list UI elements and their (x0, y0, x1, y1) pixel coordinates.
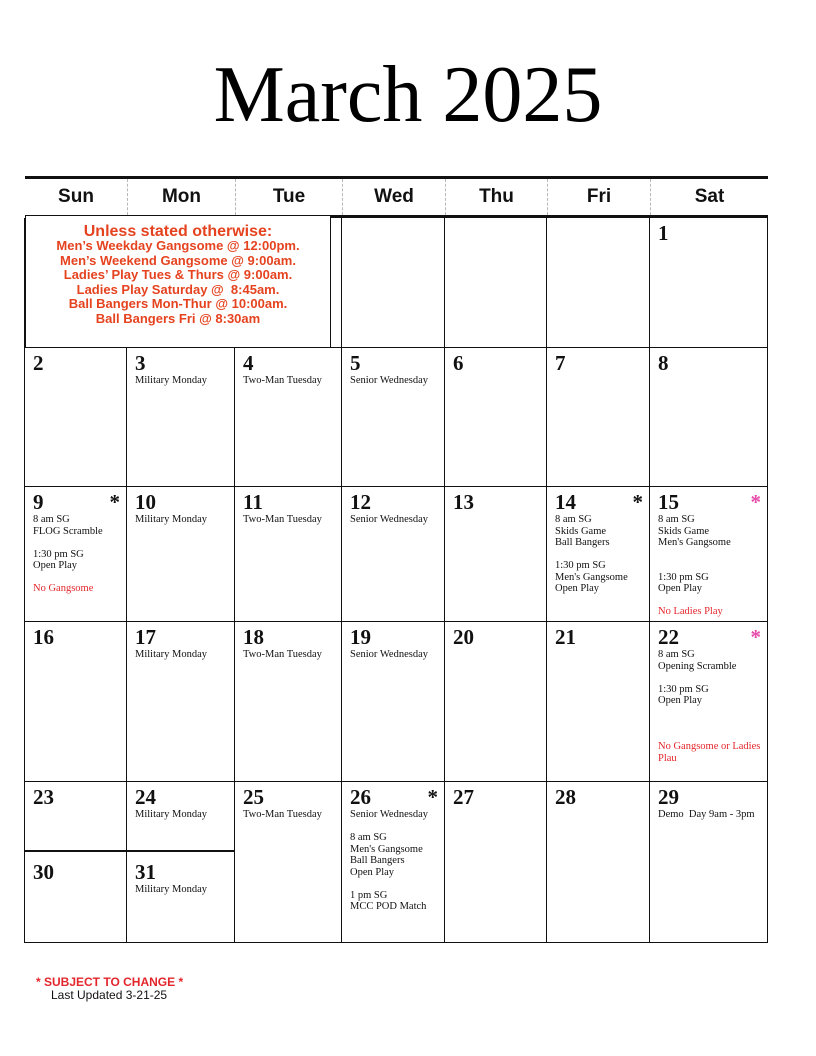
day-cell-2 (25, 348, 127, 487)
weekday-tue: Tue (235, 179, 342, 215)
event-line: Military Monday (135, 884, 208, 895)
day-number: 22 (658, 625, 679, 649)
event-line: Military Monday (135, 375, 208, 386)
day-cell-22 (650, 622, 768, 782)
event-line: 8 am SG (658, 649, 695, 660)
alert-note: No Gangsome (33, 583, 94, 594)
day-cell-24-31 (127, 782, 235, 943)
event-line: Ball Bangers (350, 855, 405, 866)
event-line: 8 am SG (555, 514, 592, 525)
day-number: 29 (658, 785, 679, 809)
day-cell-28 (547, 782, 650, 943)
event-line: Two-Man Tuesday (243, 514, 322, 525)
event-line: Senior Wednesday (350, 514, 428, 525)
day-number: 14 (555, 490, 576, 514)
asterisk-marker: * (109, 490, 120, 514)
day-number: 13 (453, 490, 474, 514)
day-cell-9 (25, 487, 127, 622)
weekday-sun: Sun (58, 186, 94, 207)
event-line: 8 am SG (658, 514, 695, 525)
event-line: 8 am SG (33, 514, 70, 525)
notice-line: Men’s Weekend Gangsome @ 9:00am. (60, 252, 296, 268)
day-cell-3 (127, 348, 235, 487)
alert-note: No Gangsome or Ladies Plau (658, 741, 761, 764)
day-number: 15 (658, 490, 679, 514)
weekday-header (25, 176, 768, 218)
day-number: 30 (33, 860, 54, 884)
event-line: FLOG Scramble (33, 525, 103, 537)
day-cell-30 (25, 852, 126, 884)
day-cell-27 (445, 782, 547, 943)
day-number: 25 (243, 785, 264, 809)
day-cell-11 (235, 487, 342, 622)
notice-line: Ladies Play Saturday @ 8:45am. (76, 281, 280, 297)
day-number: 27 (453, 785, 474, 809)
schedule-notice-box (25, 215, 331, 348)
day-number: 20 (453, 625, 474, 649)
asterisk-marker: * (750, 625, 761, 649)
day-number: 21 (555, 625, 576, 649)
subject-to-change-disclaimer: * SUBJECT TO CHANGE * (36, 975, 184, 989)
event-line: Senior Wednesday (350, 649, 428, 660)
day-number: 3 (135, 351, 146, 375)
day-cell-19 (342, 622, 445, 782)
event-line: Demo Day 9am - 3pm (658, 809, 755, 820)
event-line: Men's Gangsome (555, 571, 628, 583)
last-updated-text: Last Updated 3-21-25 (51, 988, 168, 1002)
day-number: 5 (350, 351, 361, 375)
day-number: 12 (350, 490, 371, 514)
day-number: 2 (33, 351, 44, 375)
event-line: 8 am SG (350, 832, 387, 843)
day-number: 24 (135, 785, 156, 809)
day-cell-23 (25, 782, 126, 852)
event-line: Senior Wednesday (350, 375, 428, 386)
event-line: Open Play (555, 583, 600, 594)
weekday-fri: Fri (547, 179, 650, 215)
event-line: Open Play (658, 695, 703, 706)
event-line: 1:30 pm SG (33, 548, 84, 560)
day-number: 1 (658, 221, 669, 245)
day-cell-18 (235, 622, 342, 782)
day-cell-24 (127, 782, 234, 852)
day-cell-7 (547, 348, 650, 487)
asterisk-marker: * (632, 490, 643, 514)
event-line: Men's Gangsome (658, 537, 731, 548)
notice-line: Ball Bangers Fri @ 8:30am (95, 310, 261, 326)
day-number: 4 (243, 351, 254, 375)
day-cell-25 (235, 782, 342, 943)
day-number: 7 (555, 351, 566, 375)
day-cell-17 (127, 622, 235, 782)
day-cell-blank (342, 218, 445, 348)
day-cell-29 (650, 782, 768, 943)
event-line: Two-Man Tuesday (243, 649, 322, 660)
day-cell-12 (342, 487, 445, 622)
day-number: 19 (350, 625, 371, 649)
asterisk-marker: * (427, 785, 438, 809)
day-cell-4 (235, 348, 342, 487)
alert-note: No Ladies Play (658, 606, 723, 617)
page-title: March 2025 (213, 51, 603, 139)
event-line: Open Play (350, 866, 395, 878)
day-cell-23-30 (25, 782, 127, 943)
event-line: Military Monday (135, 514, 208, 525)
day-number: 16 (33, 625, 54, 649)
notice-heading: Unless stated otherwise: (83, 223, 273, 240)
day-number: 26 (350, 785, 371, 809)
day-number: 28 (555, 785, 576, 809)
day-cell-13 (445, 487, 547, 622)
notice-line: Ball Bangers Mon-Thur @ 10:00am. (68, 296, 288, 311)
event-line: Two-Man Tuesday (243, 809, 322, 820)
day-number: 18 (243, 625, 264, 649)
weekday-thu: Thu (445, 179, 547, 215)
event-line: Opening Scramble (658, 660, 737, 672)
event-line: Open Play (33, 560, 78, 571)
day-cell-14 (547, 487, 650, 622)
day-cell-1 (650, 218, 768, 348)
notice-line: Men’s Weekday Gangsome @ 12:00pm. (56, 238, 300, 253)
day-cell-5 (342, 348, 445, 487)
asterisk-marker: * (750, 490, 761, 514)
day-cell-10 (127, 487, 235, 622)
event-line: Ball Bangers (555, 537, 610, 548)
day-number: 23 (33, 785, 54, 809)
event-line: Skids Game (658, 525, 710, 537)
day-number: 6 (453, 351, 464, 375)
day-cell-16 (25, 622, 127, 782)
weekday-sat: Sat (650, 179, 768, 215)
event-line: MCC POD Match (350, 901, 427, 912)
event-line: Open Play (658, 583, 703, 594)
day-cell-blank (547, 218, 650, 348)
event-line: Military Monday (135, 809, 208, 820)
day-number: 17 (135, 625, 156, 649)
day-cell-20 (445, 622, 547, 782)
day-cell-blank (445, 218, 547, 348)
day-number: 11 (243, 490, 263, 514)
day-number: 8 (658, 351, 669, 375)
day-cell-15 (650, 487, 768, 622)
event-line: 1:30 pm SG (658, 571, 709, 583)
event-line: 1:30 pm SG (555, 560, 606, 571)
event-line: Two-Man Tuesday (243, 375, 322, 386)
day-number: 9 (33, 490, 44, 514)
day-cell-8 (650, 348, 768, 487)
day-cell-31 (127, 852, 234, 896)
day-number: 31 (135, 860, 156, 884)
day-number: 10 (135, 490, 156, 514)
event-line: 1 pm SG (350, 889, 388, 901)
weekday-wed: Wed (342, 179, 445, 215)
event-line: 1:30 pm SG (658, 683, 709, 695)
day-cell-26 (342, 782, 445, 943)
day-cell-6 (445, 348, 547, 487)
event-line: Skids Game (555, 525, 607, 537)
day-cell-21 (547, 622, 650, 782)
event-line: Senior Wednesday (350, 809, 428, 820)
event-line: Military Monday (135, 649, 208, 660)
weekday-mon: Mon (127, 179, 235, 215)
notice-line: Ladies’ Play Tues & Thurs @ 9:00am. (63, 267, 293, 282)
event-line: Men's Gangsome (350, 843, 423, 855)
